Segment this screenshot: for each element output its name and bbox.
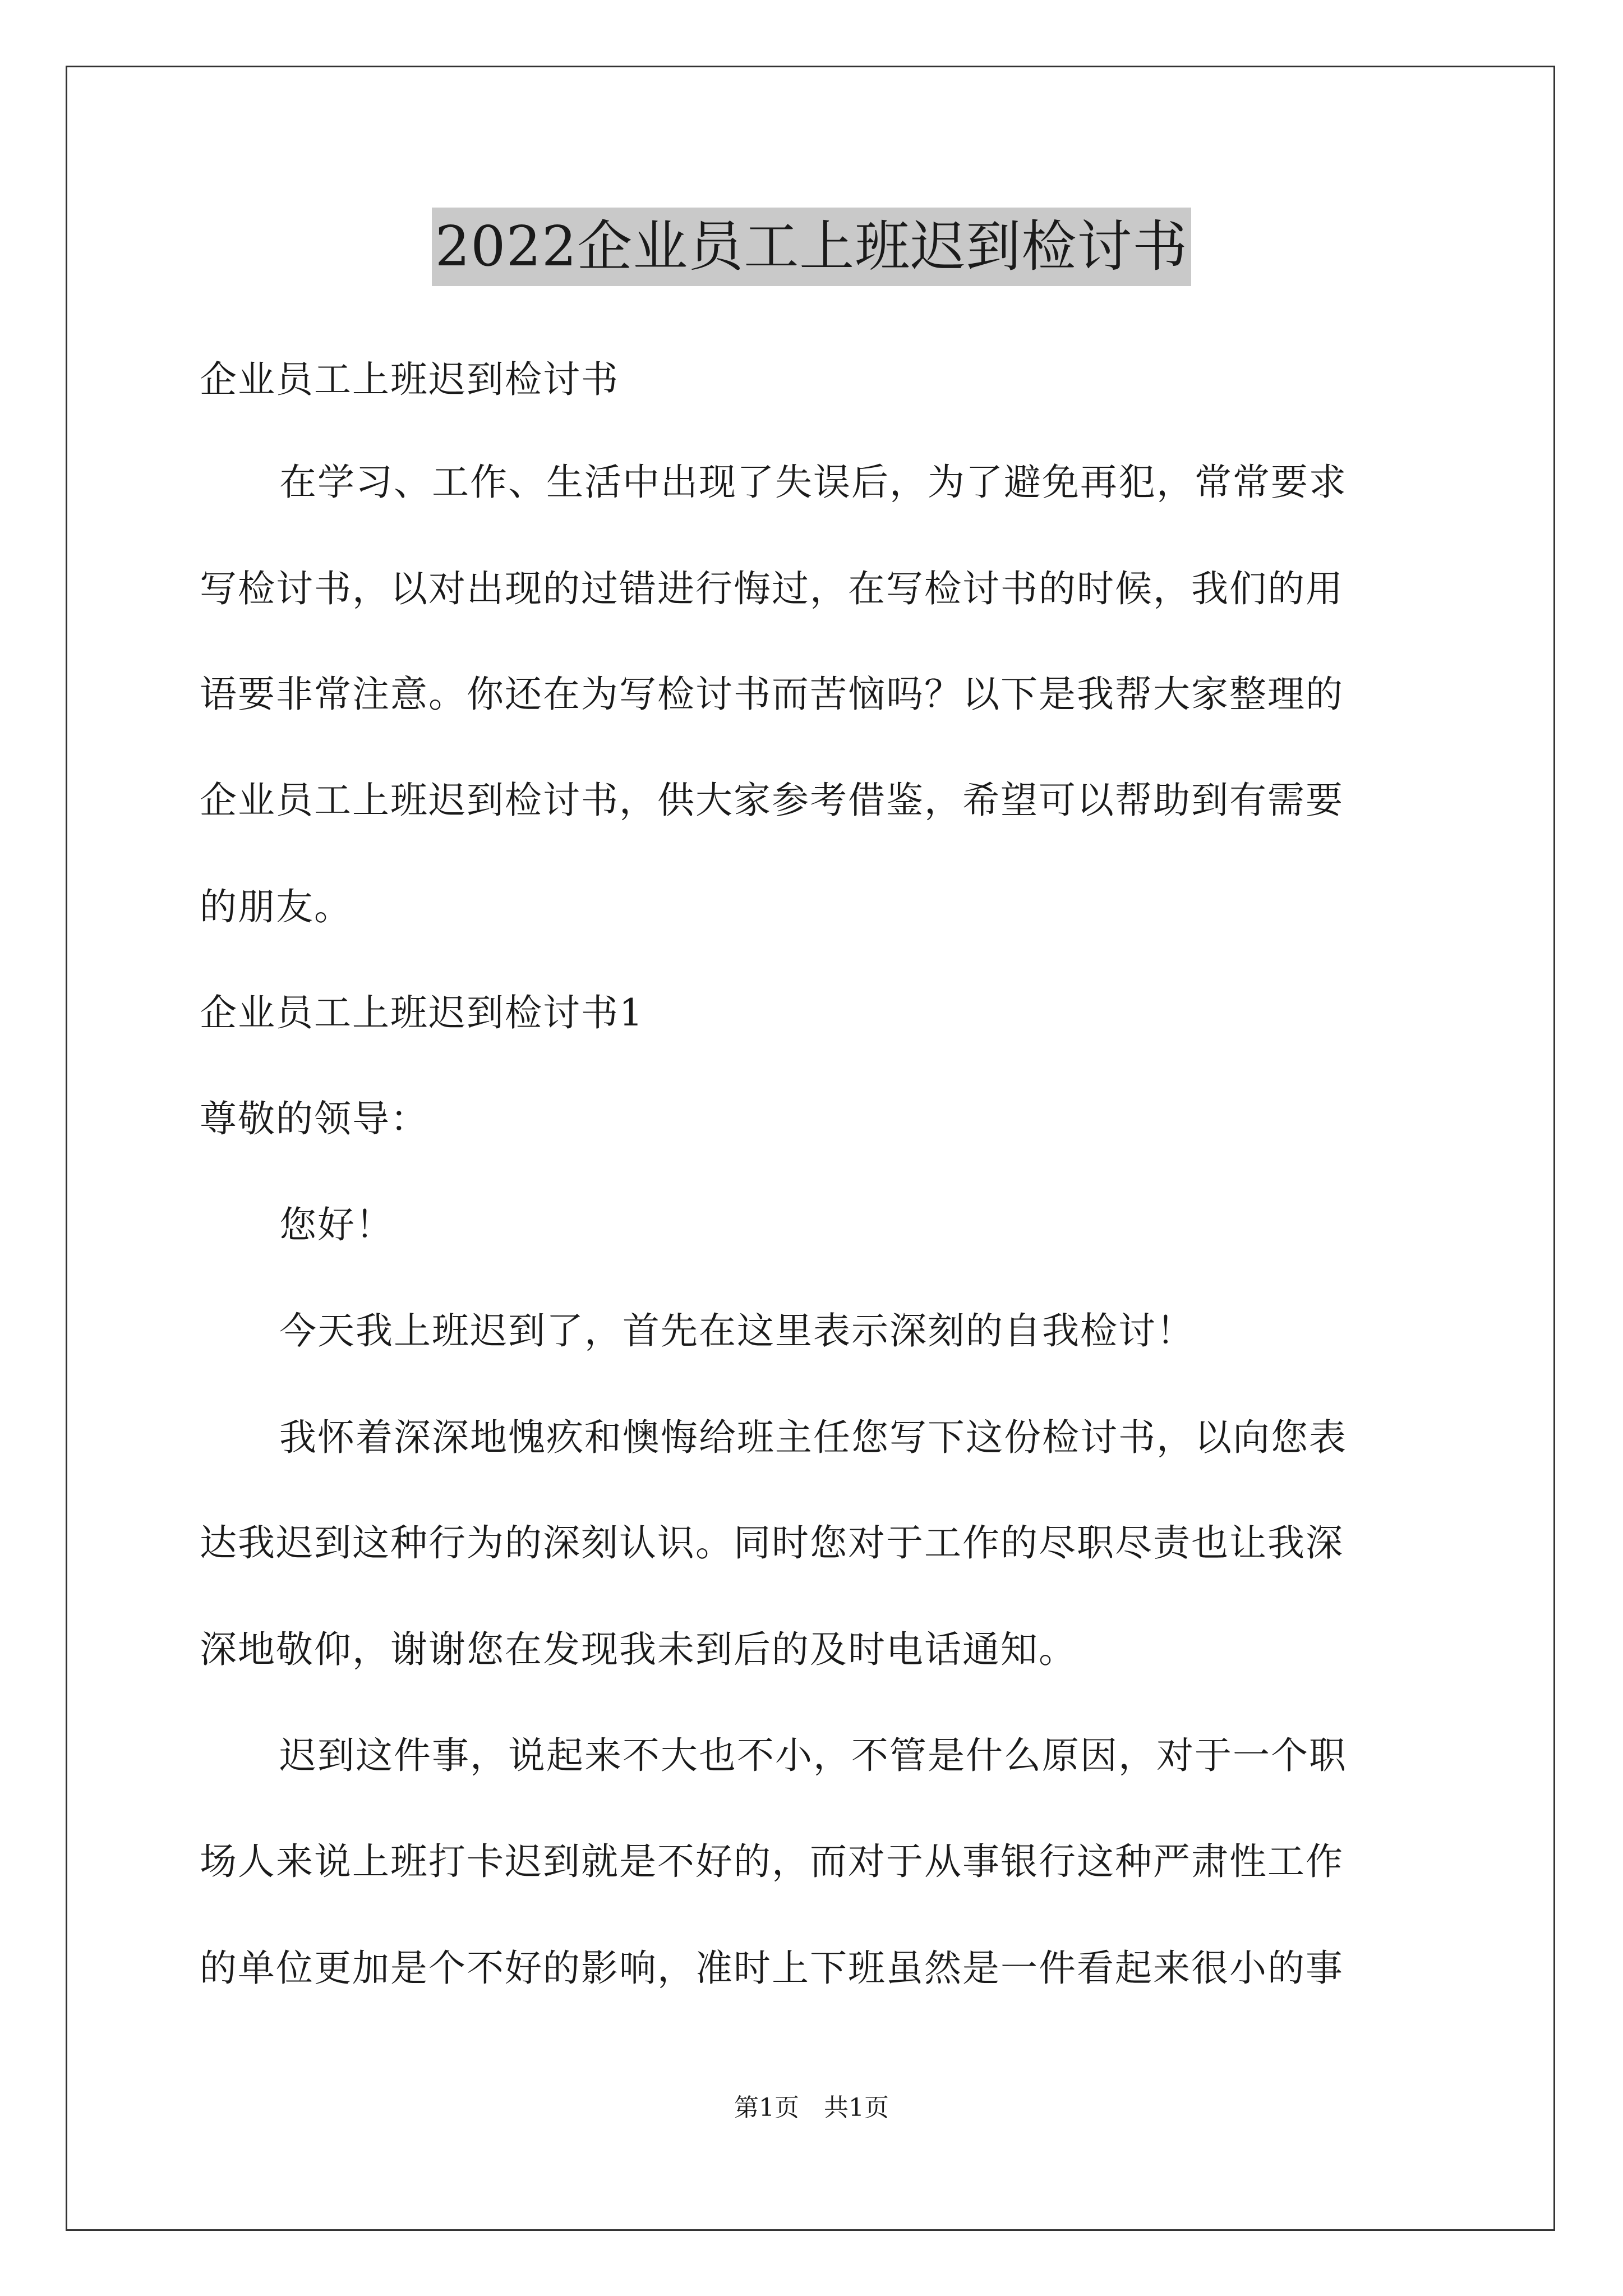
body-line: 写检讨书，以对出现的过错进行悔过，在写检讨书的时候，我们的用 [200,567,1344,610]
body-line: 今天我上班迟到了，首先在这里表示深刻的自我检讨！ [279,1309,1195,1352]
body-line: 的朋友。 [200,885,352,928]
body-line: 在学习、工作、生活中出现了失误后，为了避免再犯，常常要求 [279,461,1347,504]
title-container [0,208,1623,286]
body-line: 企业员工上班迟到检讨书，供大家参考借鉴，希望可以帮助到有需要 [200,779,1344,822]
body-line: 语要非常注意。你还在为写检讨书而苦恼吗？以下是我帮大家整理的 [200,673,1344,716]
body-line: 场人来说上班打卡迟到就是不好的，而对于从事银行这种严肃性工作 [200,1840,1344,1883]
body-line: 的单位更加是个不好的影响，准时上下班虽然是一件看起来很小的事 [200,1947,1344,1990]
body-line: 我怀着深深地愧疚和懊悔给班主任您写下这份检讨书，以向您表 [279,1416,1347,1459]
subtitle-line: 企业员工上班迟到检讨书 [200,358,619,401]
body-line: 深地敬仰，谢谢您在发现我未到后的及时电话通知。 [200,1628,1077,1671]
salutation: 尊敬的领导： [200,1097,428,1140]
document-title: 2022企业员工上班迟到检讨书 [432,208,1191,286]
section-heading: 企业员工上班迟到检讨书1 [200,991,644,1034]
greeting: 您好！ [279,1203,394,1246]
body-line: 迟到这件事，说起来不大也不小，不管是什么原因，对于一个职 [279,1734,1347,1777]
page-footer: 第1页 共1页 [734,2093,889,2122]
body-line: 达我迟到这种行为的深刻认识。同时您对于工作的尽职尽责也让我深 [200,1521,1344,1565]
